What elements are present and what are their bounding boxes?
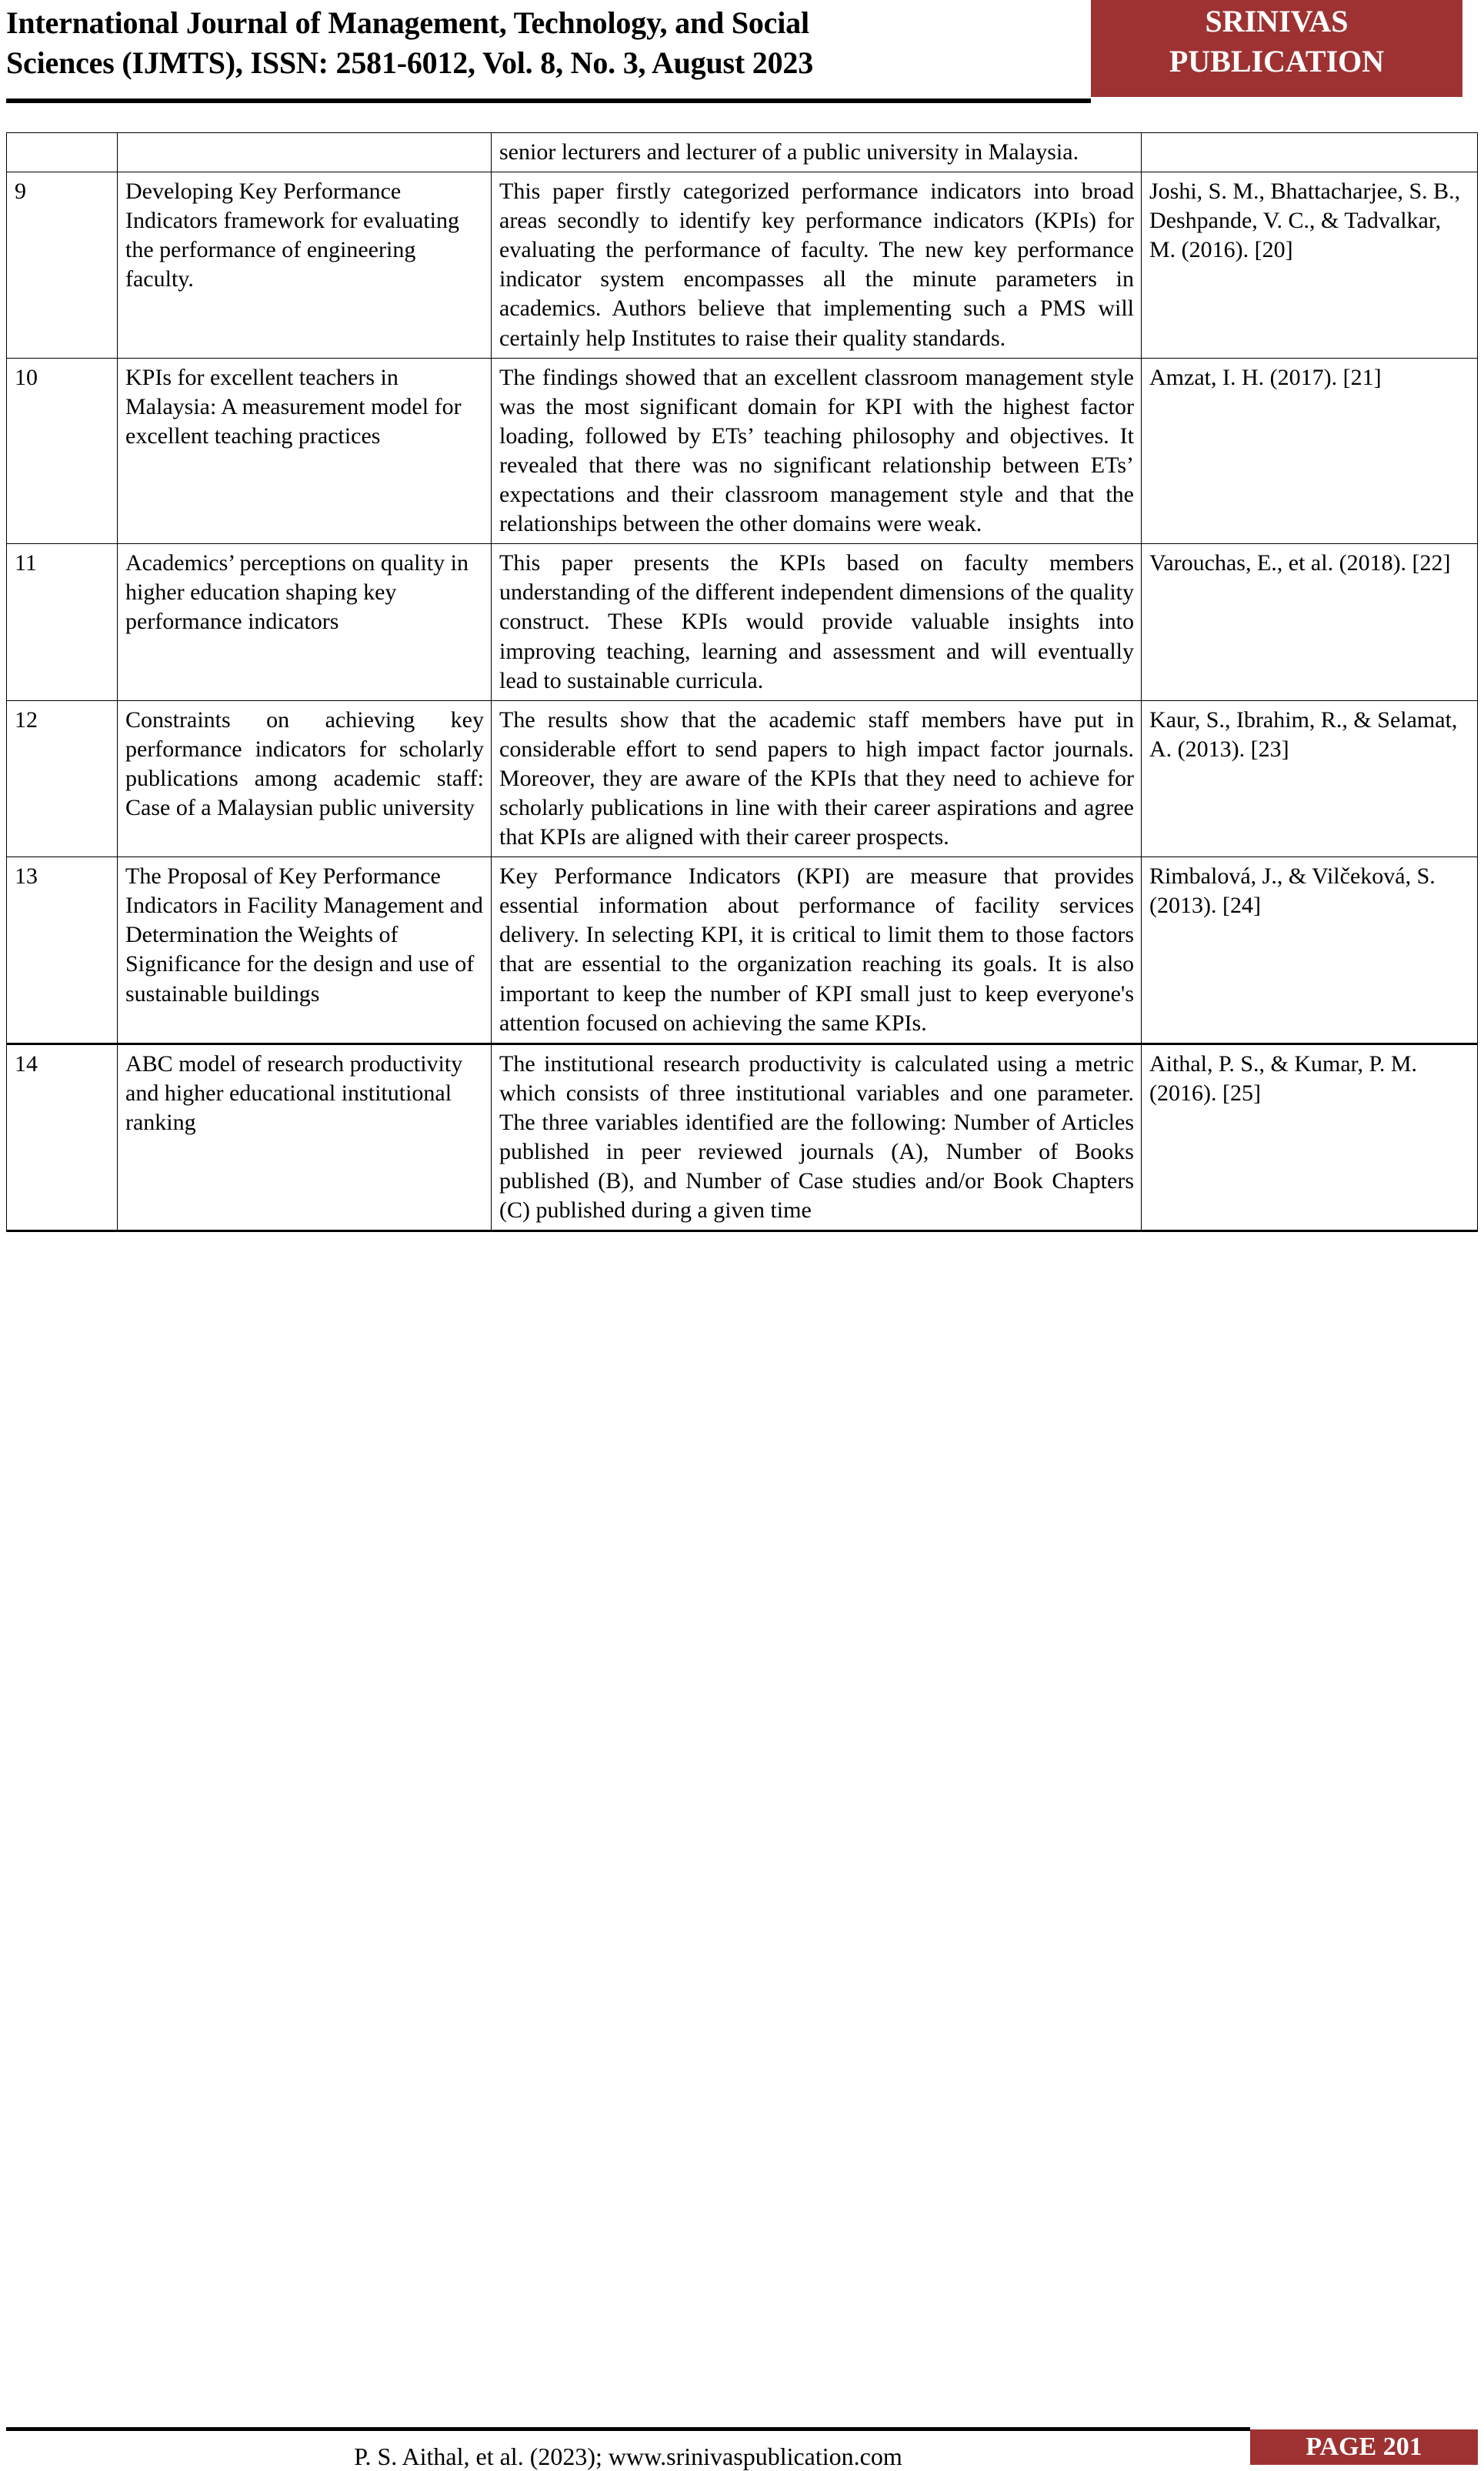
row-number-cell: 10 xyxy=(7,358,118,544)
header-divider-rule xyxy=(6,99,1091,103)
row-description-cell: This paper firstly categorized performance indicators into broad areas secondly to identify key performance indicators (KPIs) for evaluating the performance of faculty. The new key performance indicator system encompasses all the minute parameters in academics. Authors believe that implementing such a PMS will certainly help Institutes to raise their quality standards. xyxy=(492,172,1142,359)
row-title-cell: The Proposal of Key Performance Indicators in Facility Management and Determination the Weights of Significance for the design and use of sustainable buildings xyxy=(118,857,492,1044)
journal-title-line-1: International Journal of Management, Technology, and Social xyxy=(6,5,809,40)
row-number-cell: 12 xyxy=(7,700,118,857)
page-number-badge: PAGE 201 xyxy=(1250,2429,1478,2465)
row-title-cell: Developing Key Performance Indicators framework for evaluating the performance of engineering faculty. xyxy=(118,172,492,359)
journal-title-line-2: Sciences (IJMTS), ISSN: 2581-6012, Vol. 8, No. 3, August 2023 xyxy=(6,45,814,80)
footer-divider-rule xyxy=(6,2427,1250,2431)
footer-citation: P. S. Aithal, et al. (2023); www.srinivaspublication.com xyxy=(354,2443,902,2470)
row-title-cell: Constraints on achieving key performance indicators for scholarly publications among academic staff: Case of a Malaysian public university xyxy=(118,700,492,857)
page-header xyxy=(0,0,1484,115)
publisher-brand-badge xyxy=(1091,0,1462,97)
row-number-cell: 11 xyxy=(7,544,118,700)
row-title-cell: ABC model of research productivity and higher educational institutional ranking xyxy=(118,1043,492,1231)
table-row xyxy=(7,172,1478,359)
row-citation-cell: Joshi, S. M., Bhattacharjee, S. B., Deshpande, V. C., & Tadvalkar, M. (2016). [20] xyxy=(1142,172,1478,359)
row-number-cell: 14 xyxy=(7,1043,118,1231)
row-title-cell: KPIs for excellent teachers in Malaysia: A measurement model for excellent teaching practices xyxy=(118,358,492,544)
row-description-cell: Key Performance Indicators (KPI) are measure that provides essential information about performance of facility services delivery. In selecting KPI, it is critical to limit them to those factors that are essential to the organization reaching its goals. It is also important to keep the number of KPI small just to keep everyone's attention focused on achieving the same KPIs. xyxy=(492,857,1142,1044)
row-citation-cell xyxy=(1142,133,1478,172)
row-number-cell: 13 xyxy=(7,857,118,1044)
table-row xyxy=(7,358,1478,544)
table-body xyxy=(7,133,1478,1231)
row-title-cell xyxy=(118,133,492,172)
row-citation-cell: Varouchas, E., et al. (2018). [22] xyxy=(1142,544,1478,700)
row-citation-cell: Aithal, P. S., & Kumar, P. M. (2016). [25] xyxy=(1142,1043,1478,1231)
table-row xyxy=(7,700,1478,857)
table-row xyxy=(7,857,1478,1044)
row-citation-cell: Rimbalová, J., & Vilčeková, S. (2013). [24] xyxy=(1142,857,1478,1044)
row-citation-cell: Amzat, I. H. (2017). [21] xyxy=(1142,358,1478,544)
table-row xyxy=(7,133,1478,172)
literature-review-table xyxy=(6,132,1478,1232)
row-citation-cell: Kaur, S., Ibrahim, R., & Selamat, A. (2013). [23] xyxy=(1142,700,1478,857)
row-description-cell: senior lecturers and lecturer of a public university in Malaysia. xyxy=(492,133,1142,172)
page-footer xyxy=(0,2423,1484,2470)
journal-title xyxy=(6,3,1083,83)
row-number-cell: 9 xyxy=(7,172,118,359)
row-number-cell xyxy=(7,133,118,172)
row-title-cell: Academics’ perceptions on quality in higher education shaping key performance indicators xyxy=(118,544,492,700)
table-row xyxy=(7,544,1478,700)
row-description-cell: The findings showed that an excellent classroom management style was the most significant domain for KPI with the highest factor loading, followed by ETs’ teaching philosophy and objectives. It revealed that there was no significant relationship between ETs’ expectations and their classroom management style and that the relationships between the other domains were weak. xyxy=(492,358,1142,544)
table-row xyxy=(7,1043,1478,1231)
publisher-brand-line-1: SRINIVAS xyxy=(1205,4,1349,38)
row-description-cell: The results show that the academic staff members have put in considerable effort to send papers to high impact factor journals. Moreover, they are aware of the KPIs that they need to achieve for scholarly publications in line with their career aspirations and agree that KPIs are aligned with their career prospects. xyxy=(492,700,1142,857)
publisher-brand-line-2: PUBLICATION xyxy=(1169,44,1385,78)
row-description-cell: The institutional research productivity is calculated using a metric which consists of three institutional variables and one parameter. The three variables identified are the following: Number of Articles published in peer reviewed journals (A), Number of Books published (B), and Number of Case studies and/or Book Chapters (C) published during a given time xyxy=(492,1043,1142,1231)
row-description-cell: This paper presents the KPIs based on faculty members understanding of the different independent dimensions of the quality construct. These KPIs would provide valuable insights into improving teaching, learning and assessment and will eventually lead to sustainable curricula. xyxy=(492,544,1142,700)
